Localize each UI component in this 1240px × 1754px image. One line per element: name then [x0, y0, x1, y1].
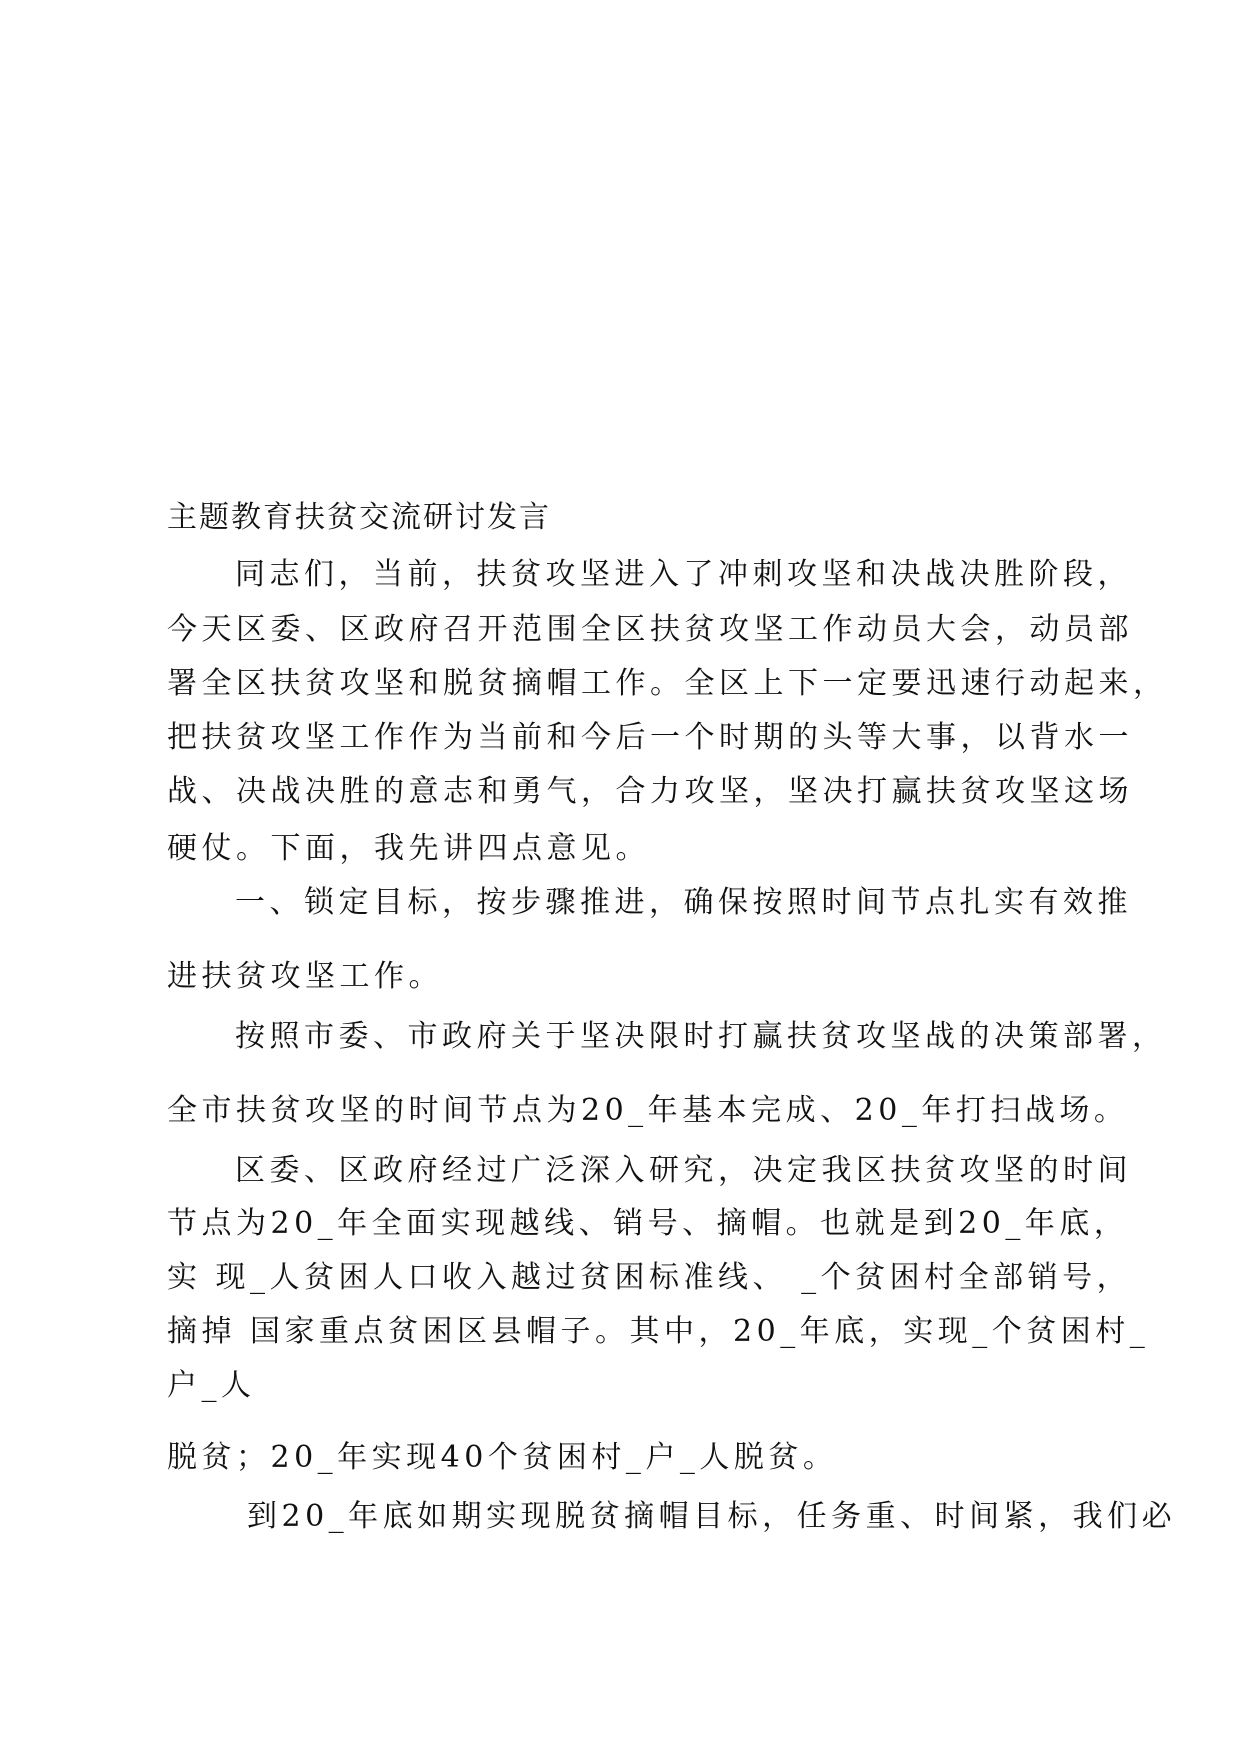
paragraph-line: 节点为20_年全面实现越线、销号、摘帽。也就是到20_年底， [167, 1206, 1129, 1241]
section-heading-line: 一、锁定目标，按步骤推进，确保按照时间节点扎实有效推 [235, 885, 1132, 920]
paragraph-line: 署全区扶贫攻坚和脱贫摘帽工作。全区上下一定要迅速行动起来， [167, 666, 1168, 701]
paragraph-line: 到20_年底如期实现脱贫摘帽目标，任务重、时间紧，我们必 [247, 1499, 1177, 1534]
section-heading-line: 进扶贫攻坚工作。 [167, 959, 443, 994]
paragraph-line: 脱贫；20_年实现40个贫困村_户_人脱贫。 [167, 1440, 838, 1475]
paragraph-line: 实 现_人贫困人口收入越过贫困标准线、 _个贫困村全部销号， [167, 1260, 1132, 1295]
paragraph-line: 区委、区政府经过广泛深入研究，决定我区扶贫攻坚的时间 [235, 1153, 1132, 1188]
paragraph-line: 今天区委、区政府召开范围全区扶贫攻坚工作动员大会，动员部 [167, 612, 1133, 647]
paragraph-line: 全市扶贫攻坚的时间节点为20_年基本完成、20_年打扫战场。 [167, 1093, 1129, 1128]
paragraph-line: 硬仗。下面，我先讲四点意见。 [167, 831, 650, 866]
paragraph-line: 户_人 [167, 1368, 256, 1403]
paragraph-line: 战、决战决胜的意志和勇气，合力攻坚，坚决打赢扶贫攻坚这场 [167, 774, 1133, 809]
document-title: 主题教育扶贫交流研讨发言 [167, 500, 551, 535]
paragraph-line: 摘掉 国家重点贫困区县帽子。其中，20_年底，实现_个贫困村_ [167, 1314, 1150, 1349]
paragraph-line: 把扶贫攻坚工作作为当前和今后一个时期的头等大事，以背水一 [167, 720, 1133, 755]
paragraph-line: 按照市委、市政府关于坚决限时打赢扶贫攻坚战的决策部署， [235, 1019, 1167, 1054]
paragraph-line: 同志们，当前，扶贫攻坚进入了冲刺攻坚和决战决胜阶段， [235, 557, 1132, 592]
